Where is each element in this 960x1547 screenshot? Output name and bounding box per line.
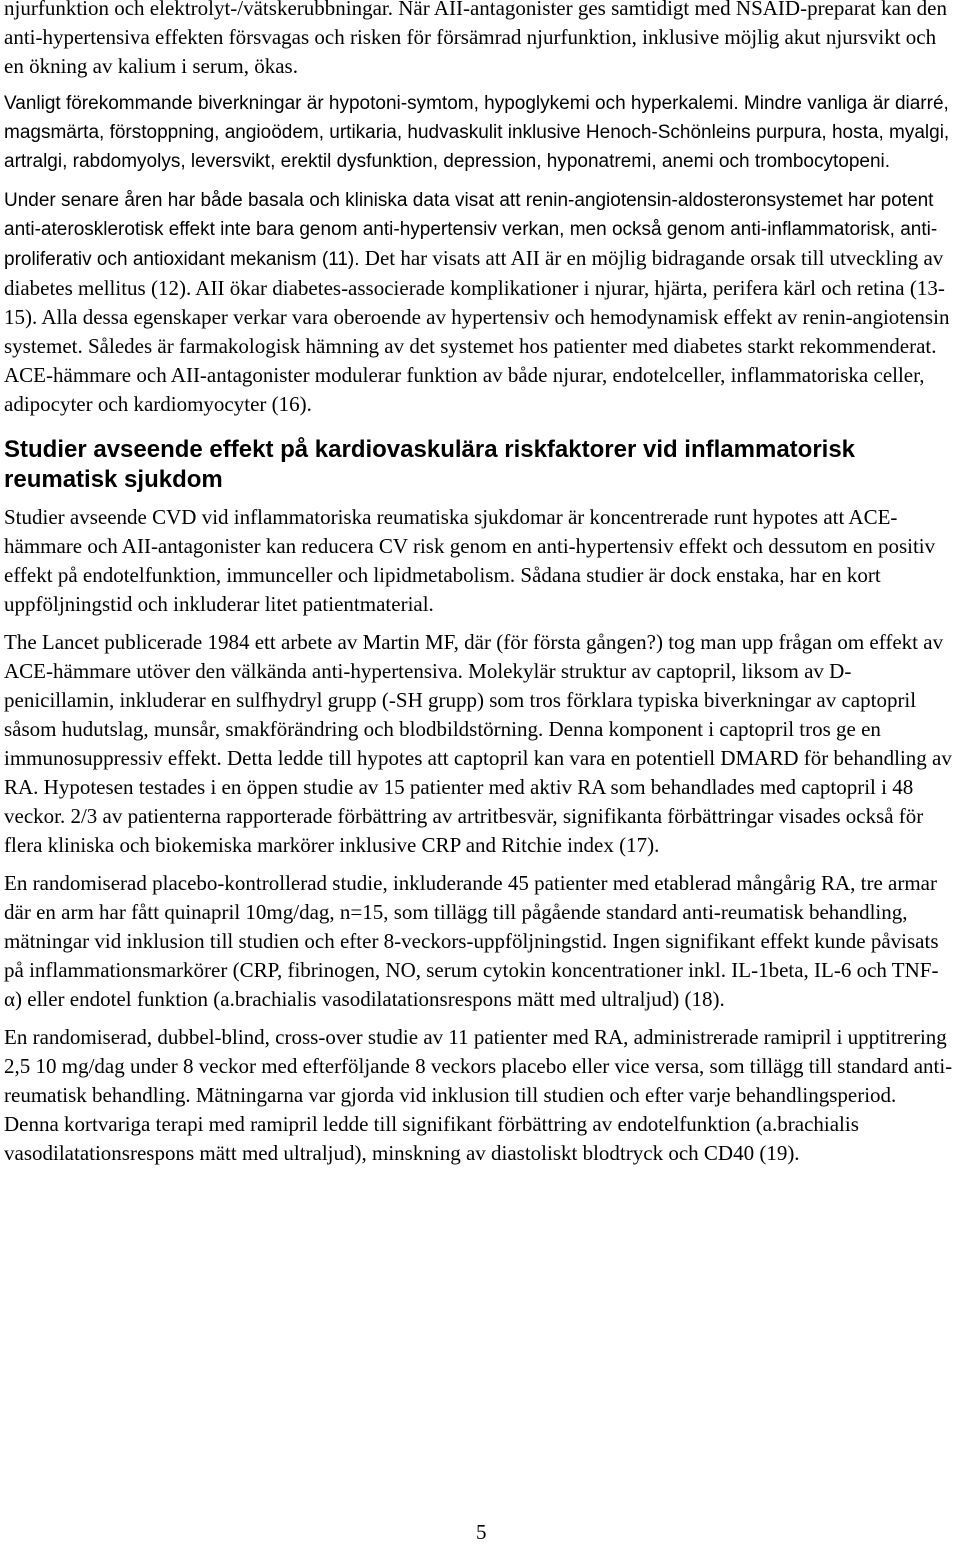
page-number: 5 (476, 1520, 487, 1544)
document-page (4, 0, 956, 1168)
section-heading: Studier avseende effekt på kardiovaskulära riskfaktorer vid inflammatorisk reumatisk sjukdom (4, 436, 856, 493)
paragraph-raas-intro: Under senare åren har både basala och kliniska data visat att renin-angiotensin-aldosteronsystemet har potent anti-aterosklerotisk effekt inte bara genom anti-hypertensiv verkan, men också genom anti-inflammatorisk, anti-proliferativ och antioxidant mekanism (11). (4, 190, 938, 270)
paragraph-nsaid-interaction: njurfunktion och elektrolyt-/vätskerubbningar. När AII-antagonister ges samtidigt med NSAID-preparat kan den anti-hypertensiva effekten försvagas och risken för försämrad njurfunktion, inklusive möjlig akut njursvikt och en ökning av kalium i serum, ökas. (4, 0, 947, 78)
paragraph-ramipril-study: En randomiserad, dubbel-blind, cross-over studie av 11 patienter med RA, administrerade ramipril i upptitrering 2,5 10 mg/dag under 8 veckor med efterföljande 8 veckors placebo eller vice versa, som tillägg till standard anti-reumatisk behandling. Mätningarna var gjorda vid inklusion till studien och efter varje behandlingsperiod. Denna kortvariga terapi med ramipril ledde till signifikant förbättring av endotelfunktion (a.brachialis vasodilatationsrespons mätt med ultraljud), minskning av diastoliskt blodtryck och CD40 (19). (4, 1025, 953, 1165)
paragraph-quinapril-study: En randomiserad placebo-kontrollerad studie, inkluderande 45 patienter med etablerad mångårig RA, tre armar där en arm har fått quinapril 10mg/dag, n=15, som tillägg till pågående standard anti-reumatisk behandling, mätningar vid inklusion till studien och efter 8-veckors-uppföljningstid. Ingen signifikant effekt kunde påvisats på inflammationsmarkörer (CRP, fibrinogen, NO, serum cytokin koncentrationer inkl. IL-1beta, IL-6 och TNF-α) eller endotel funktion (a.brachialis vasodilatationsrespons mätt med ultraljud) (18). (4, 871, 939, 1011)
paragraph-cvd-studies: Studier avseende CVD vid inflammatoriska reumatiska sjukdomar är koncentrerade runt hypotes att ACE-hämmare och AII-antagonister kan reducera CV risk genom en anti-hypertensiv effekt och dessutom en positiv effekt på endotelfunktion, immunceller och lipidmetabolism. Sådana studier är dock enstaka, har en kort uppföljningstid och inkluderar litet patientmaterial. (4, 505, 936, 616)
paragraph-raas-diabetes: Det har visats att AII är en möjlig bidragande orsak till utveckling av diabetes mellitus (12). AII ökar diabetes-associerade komplikationer i njurar, hjärta, perifera kärl och retina (13-15). Alla dessa egenskaper verkar vara oberoende av hypertensiv och hemodynamisk effekt av renin-angiotensin systemet. Således är farmakologisk hämning av det systemet hos patienter med diabetes starkt rekommenderat. ACE-hämmare och AII-antagonister modulerar funktion av både njurar, endotelceller, inflammatoriska celler, adipocyter och kardiomyocyter (16). (4, 246, 950, 416)
paragraph-lancet-captopril: The Lancet publicerade 1984 ett arbete av Martin MF, där (för första gången?) tog man upp frågan om effekt av ACE-hämmare utöver den välkända anti-hypertensiva. Molekylär struktur av captopril, liksom av D-penicillamin, inkluderar en sulfhydryl grupp (-SH grupp) som tros förklara typiska biverkningar av captopril såsom hudutslag, munsår, smakförändring och blodbildstörning. Denna komponent i captopril tros ge en immunosuppressiv effekt. Detta ledde till hypotes att captopril kan vara en potentiell DMARD för behandling av RA. Hypotesen testades i en öppen studie av 15 patienter med aktiv RA som behandlades med captopril i 48 veckor. 2/3 av patienterna rapporterade förbättring av artritbesvär, signifikanta förbättringar visades också för flera kliniska och biokemiska markörer inklusive CRP and Ritchie index (17). (4, 630, 952, 857)
paragraph-raas-research (4, 186, 956, 419)
paragraph-side-effects: Vanligt förekommande biverkningar är hypotoni-symtom, hypoglykemi och hyperkalemi. Mindre vanliga är diarré, magsmärta, förstoppning, angioödem, urtikaria, hudvaskulit inklusive Henoch-Schönleins purpura, hosta, myalgi, artralgi, rabdomyolys, leversvikt, erektil dysfunktion, depression, hyponatremi, anemi och trombocytopeni. (4, 93, 950, 172)
